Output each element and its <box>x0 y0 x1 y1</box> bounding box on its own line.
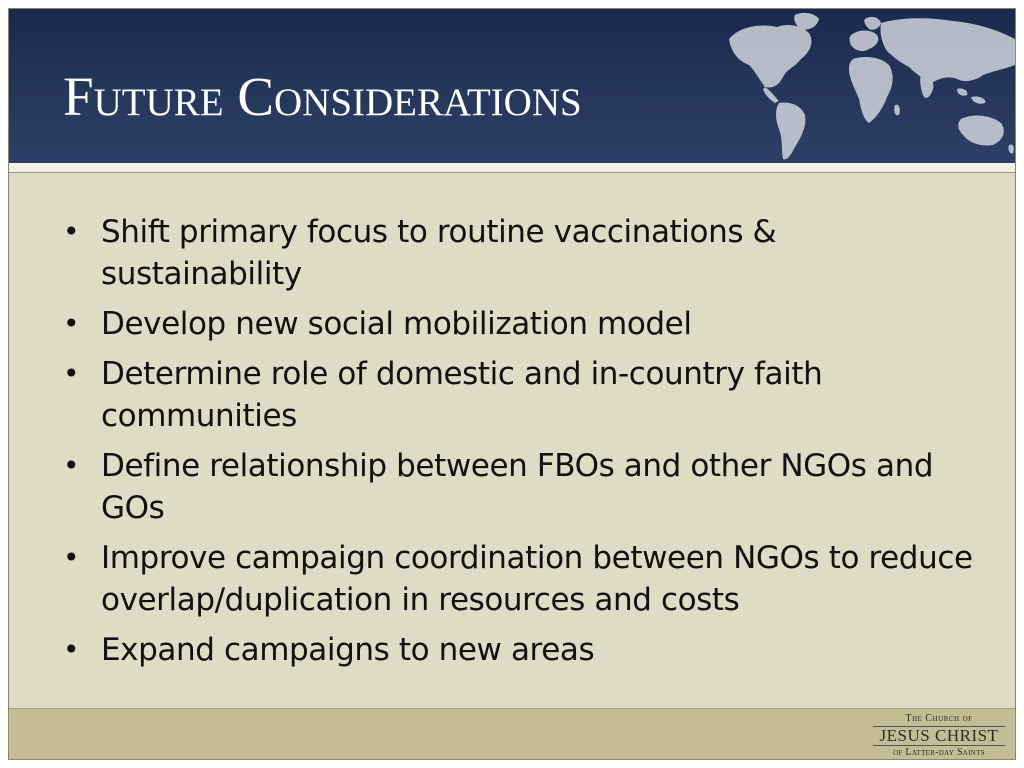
bullet-icon: • <box>63 357 80 390</box>
logo-line-bottom: of Latter-day Saints <box>893 747 985 758</box>
bullet-icon: • <box>63 449 80 482</box>
bullet-icon: • <box>63 633 80 666</box>
bullet-text: Determine role of domestic and in-country faith communities <box>101 356 823 434</box>
bullet-text: Define relationship between FBOs and other NGOs and GOs <box>101 448 934 526</box>
bullet-text: Shift primary focus to routine vaccinations & sustainability <box>101 214 777 292</box>
bullet-item <box>53 537 973 621</box>
bullet-text: Expand campaigns to new areas <box>101 632 595 668</box>
header-divider <box>9 163 1015 173</box>
bullet-item <box>53 353 973 437</box>
bullet-item <box>53 445 973 529</box>
bullet-item <box>53 629 973 671</box>
bullet-icon: • <box>63 215 80 248</box>
bullet-item <box>53 211 973 295</box>
world-map-icon <box>725 9 1015 163</box>
bullet-item <box>53 303 973 345</box>
bullet-icon: • <box>63 541 80 574</box>
church-logo <box>869 713 1009 759</box>
bullet-text: Improve campaign coordination between NGOs to reduce overlap/duplication in resources and costs <box>101 540 973 618</box>
slide-title: Future Considerations <box>63 66 582 127</box>
slide-footer <box>9 708 1015 759</box>
slide <box>8 8 1016 760</box>
logo-line-main: JESUS CHRIST <box>873 726 1005 746</box>
logo-line-top: The Church of <box>905 713 973 724</box>
slide-header <box>9 9 1015 163</box>
bullet-icon: • <box>63 307 80 340</box>
bullet-text: Develop new social mobilization model <box>101 306 692 342</box>
bullet-list <box>53 211 973 679</box>
